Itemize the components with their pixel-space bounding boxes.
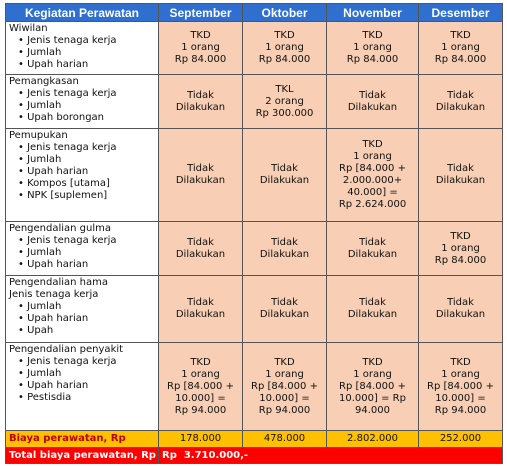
activity-title: Pengendalian penyakit <box>9 344 124 355</box>
cell-text: TKD 1 orang Rp [84.000 + 2.000.000+ 40.000] = Rp 2.624.000 <box>338 139 407 210</box>
list-item: • Jenis tenaga kerja <box>18 35 155 47</box>
activity-title: Pengendalian gulma <box>9 223 112 234</box>
cost-row <box>6 431 503 448</box>
activity-cell <box>6 343 159 431</box>
oktober-cell <box>243 22 327 75</box>
header-oktober: Oktober <box>243 4 327 22</box>
list-item: • Jenis tenaga kerja <box>18 88 155 100</box>
cell-text: TKD 1 orang Rp 84.000 <box>434 30 487 65</box>
cell-text: TKD 1 orang Rp 84.000 <box>346 30 399 65</box>
cost-table-container <box>5 3 502 464</box>
activity-cell <box>6 75 159 129</box>
list-item: • Jenis tenaga kerja <box>18 235 155 247</box>
activity-cell <box>6 276 159 343</box>
list-item: • Upah borongan <box>18 112 155 124</box>
september-cell <box>159 222 243 276</box>
activity-cell <box>6 129 159 222</box>
list-item: • Jumlah <box>18 100 155 112</box>
header-september: September <box>159 4 243 22</box>
oktober-cell <box>243 222 327 276</box>
activity-title: Wiwilan <box>9 23 48 34</box>
activity-items <box>9 301 155 337</box>
desember-cell <box>419 222 503 276</box>
desember-cell <box>419 129 503 222</box>
list-item: • Jumlah <box>18 301 155 313</box>
cell-text: Tidak Dilakukan <box>347 89 398 113</box>
maintenance-cost-table <box>5 3 503 464</box>
activity-title: Pemupukan <box>9 130 68 141</box>
list-item: • Kompos [utama] <box>18 178 155 190</box>
table-row <box>6 343 503 431</box>
cell-text: Tidak Dilakukan <box>259 297 310 320</box>
table-row <box>6 276 503 343</box>
september-cell <box>159 75 243 129</box>
list-item: • Upah harian <box>18 380 155 392</box>
list-item: • Jumlah <box>18 368 155 380</box>
list-item: • Jenis tenaga kerja <box>18 142 155 154</box>
total-value: Rp 3.710.000,- <box>159 448 503 464</box>
desember-cell <box>419 22 503 75</box>
september-cell <box>159 129 243 222</box>
activity-items <box>9 235 155 271</box>
cost-september: 178.000 <box>159 431 243 448</box>
activity-title: Pemangkasan <box>9 76 79 87</box>
cell-text: Tidak Dilakukan <box>175 89 226 113</box>
cell-text: Tidak Dilakukan <box>259 163 310 186</box>
activity-items <box>9 35 155 71</box>
september-cell <box>159 276 243 343</box>
activity-cell <box>6 222 159 276</box>
cell-text: TKD 1 orang Rp [84.000 + 10.000] = Rp 94.000 <box>167 356 234 416</box>
header-november: November <box>327 4 419 22</box>
list-item: • Jenis tenaga kerja <box>18 356 155 368</box>
november-cell <box>327 276 419 343</box>
november-cell <box>327 22 419 75</box>
cell-text: Tidak Dilakukan <box>175 236 226 260</box>
activity-cell <box>6 22 159 75</box>
cell-text: Tidak Dilakukan <box>175 297 226 320</box>
cell-text: Tidak Dilakukan <box>435 89 486 113</box>
oktober-cell <box>243 276 327 343</box>
cell-text: TKL 2 orang Rp 300.000 <box>255 83 314 119</box>
september-cell <box>159 343 243 431</box>
desember-cell <box>419 276 503 343</box>
list-item: • Jumlah <box>18 47 155 59</box>
cell-text: TKD 1 orang Rp 84.000 <box>174 30 227 65</box>
cell-text: Tidak Dilakukan <box>347 297 398 320</box>
total-row <box>6 448 503 464</box>
oktober-cell <box>243 129 327 222</box>
cell-text: TKD 1 orang Rp [84.000 + 10.000] = Rp 94.000 <box>427 356 494 416</box>
cell-text: Tidak Dilakukan <box>175 163 226 186</box>
list-item: • Upah harian <box>18 59 155 71</box>
activity-title: Pengendalian hama Jenis tenaga kerja <box>9 277 109 300</box>
table-header-row <box>6 4 503 22</box>
cost-oktober: 478.000 <box>243 431 327 448</box>
november-cell <box>327 343 419 431</box>
total-label: Total biaya perawatan, Rp <box>6 448 159 464</box>
desember-cell <box>419 343 503 431</box>
table-row <box>6 75 503 129</box>
header-desember: Desember <box>419 4 503 22</box>
list-item: • Pestisdia <box>18 392 155 404</box>
cell-text: TKD 1 orang Rp [84.000 + 10.000] = Rp 94.000 <box>339 356 406 416</box>
list-item: • Jumlah <box>18 154 155 166</box>
cost-desember: 252.000 <box>419 431 503 448</box>
table-row <box>6 22 503 75</box>
november-cell <box>327 129 419 222</box>
oktober-cell <box>243 343 327 431</box>
activity-items <box>9 356 155 404</box>
cell-text: TKD 1 orang Rp [84.000 + 10.000] = Rp 94.000 <box>251 356 318 416</box>
list-item: • NPK [suplemen] <box>18 190 155 202</box>
cell-text: TKD 1 orang Rp 84.000 <box>434 230 487 266</box>
list-item: • Upah harian <box>18 313 155 325</box>
desember-cell <box>419 75 503 129</box>
table-row <box>6 129 503 222</box>
cost-november: 2.802.000 <box>327 431 419 448</box>
list-item: • Upah harian <box>18 166 155 178</box>
cell-text: Tidak Dilakukan <box>259 236 310 260</box>
activity-items <box>9 88 155 124</box>
list-item: • Jumlah <box>18 247 155 259</box>
november-cell <box>327 75 419 129</box>
cost-label: Biaya perawatan, Rp <box>6 431 159 448</box>
cell-text: TKD 1 orang Rp 84.000 <box>258 30 311 65</box>
activity-items <box>9 142 155 202</box>
list-item: • Upah <box>18 325 155 337</box>
table-row <box>6 222 503 276</box>
cell-text: Tidak Dilakukan <box>435 297 486 320</box>
november-cell <box>327 222 419 276</box>
oktober-cell <box>243 75 327 129</box>
header-activity: Kegiatan Perawatan <box>6 4 159 22</box>
list-item: • Upah harian <box>18 259 155 271</box>
cell-text: Tidak Dilakukan <box>347 236 398 260</box>
september-cell <box>159 22 243 75</box>
cell-text: Tidak Dilakukan <box>435 163 486 186</box>
